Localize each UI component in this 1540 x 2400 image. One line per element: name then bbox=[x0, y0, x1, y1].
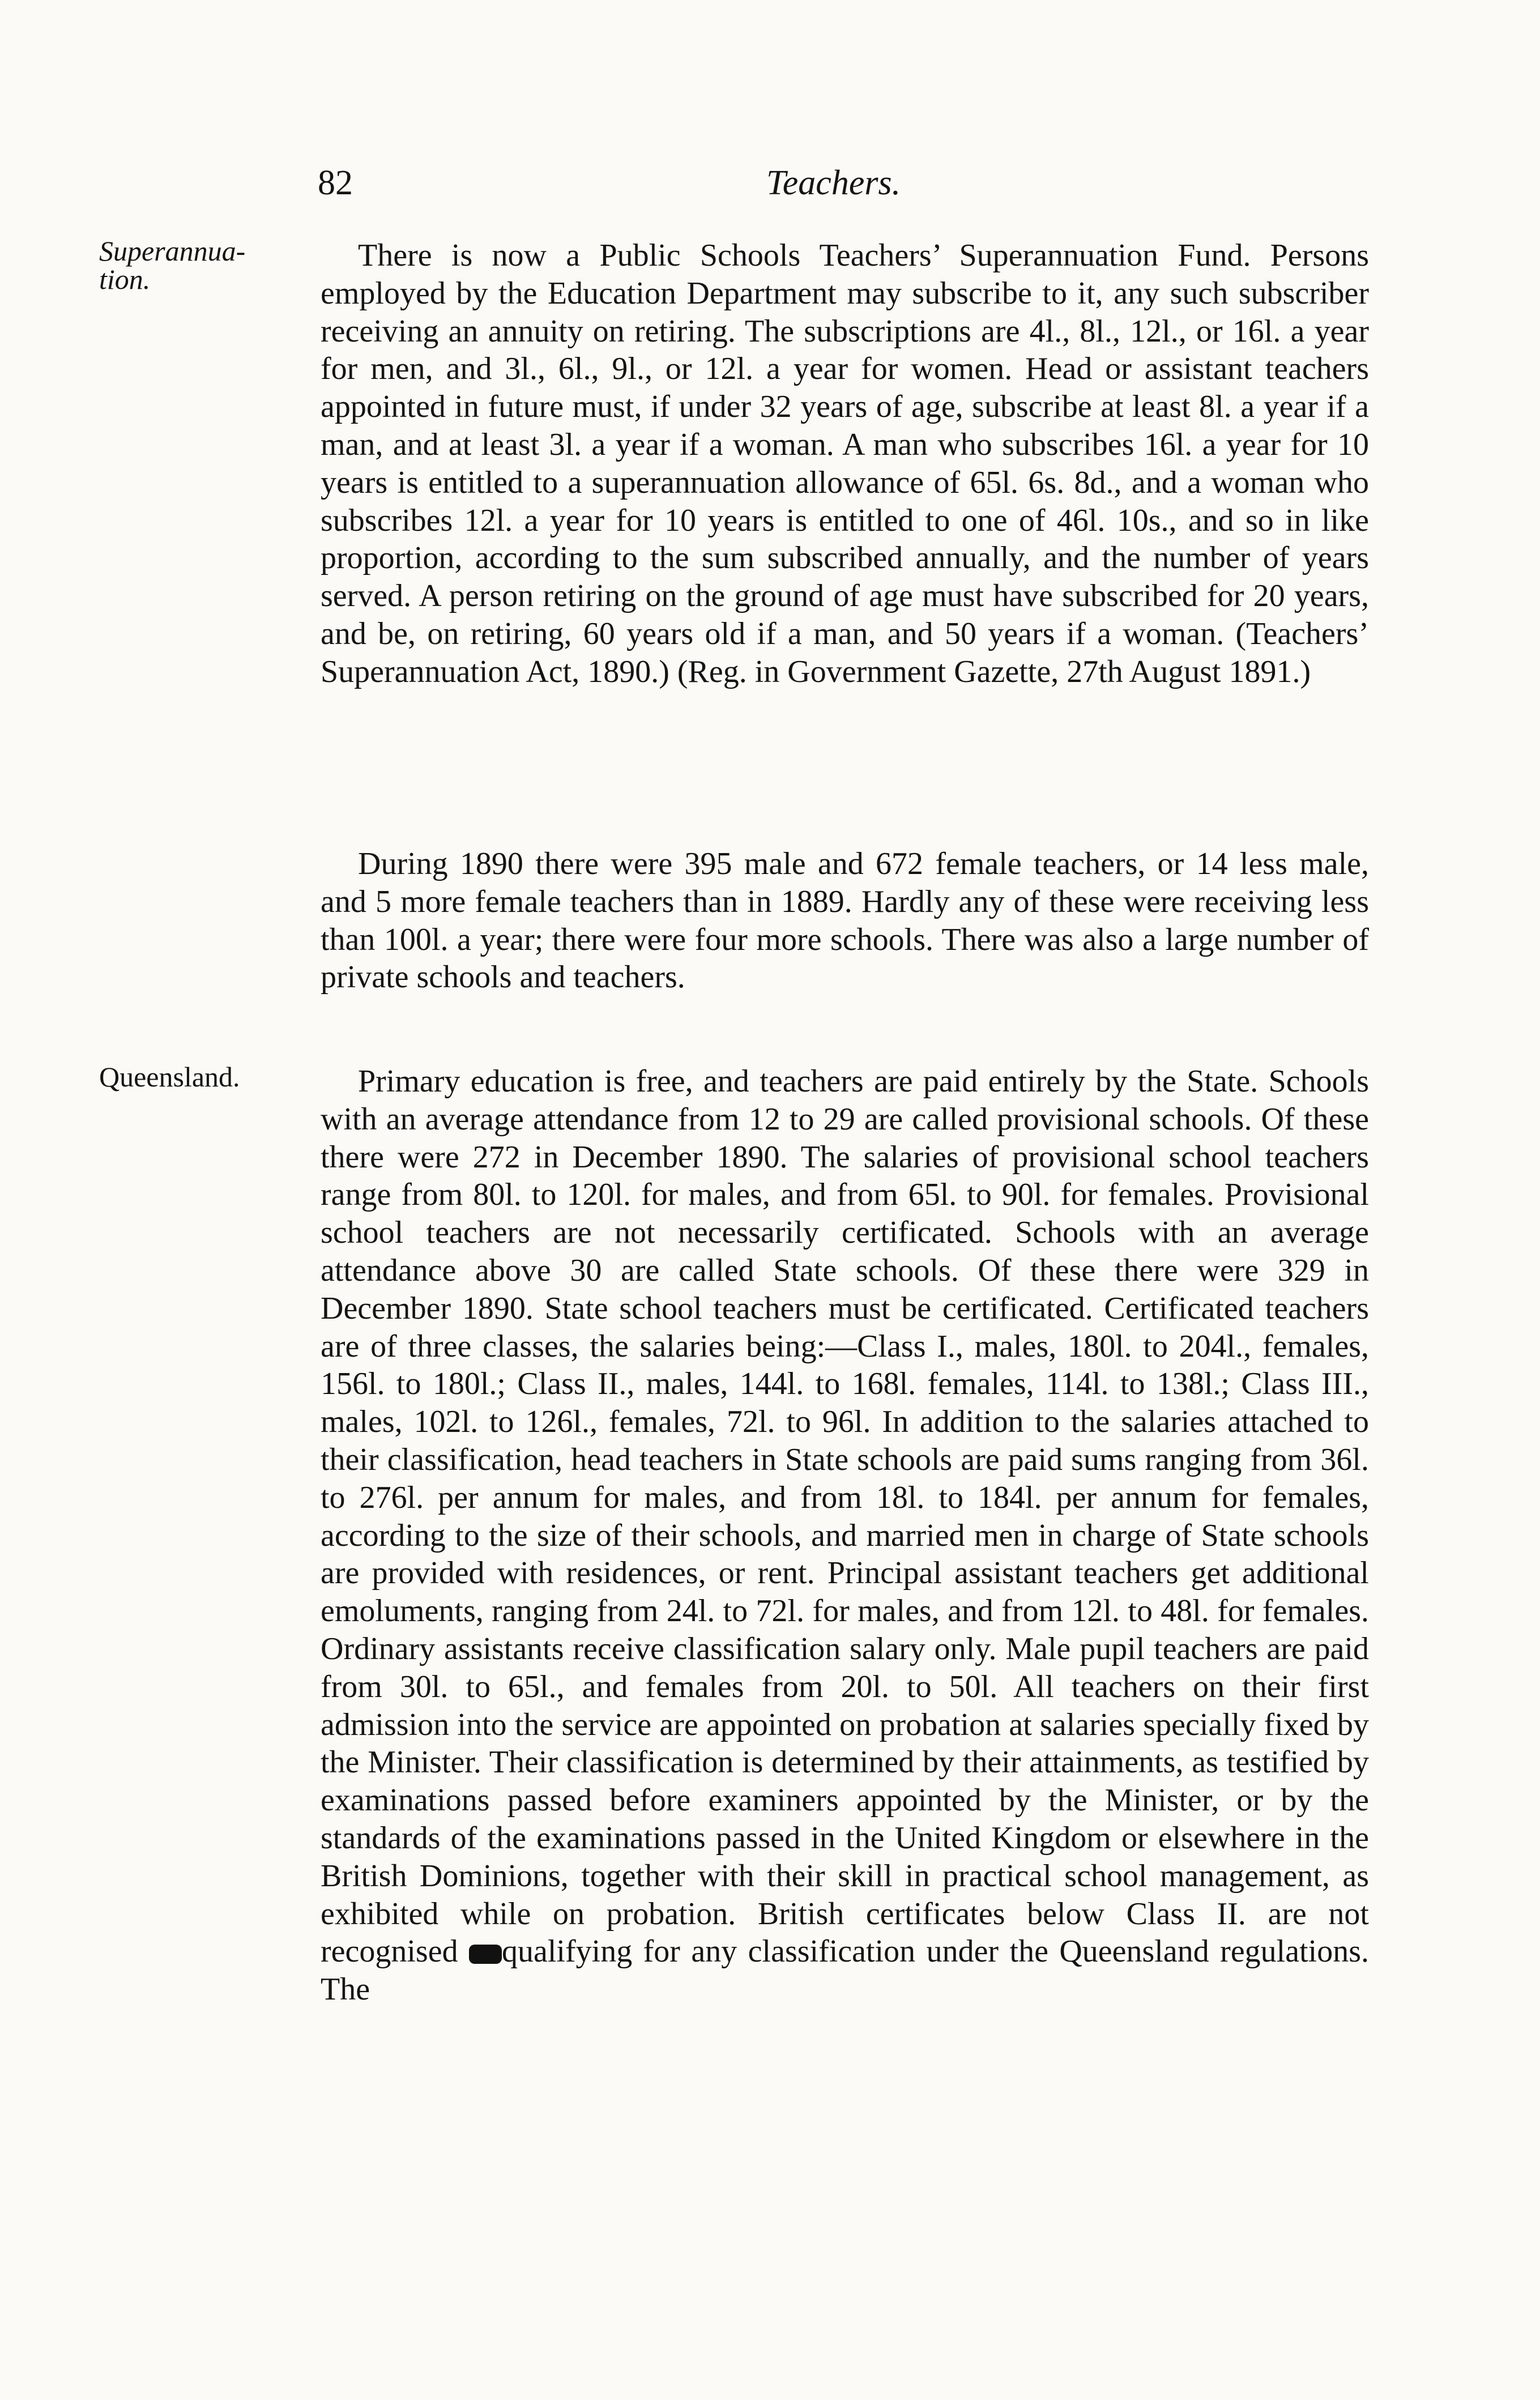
page-number: 82 bbox=[318, 164, 353, 202]
paragraph-queensland-text: Primary education is free, and teachers are paid entirely by the State. Schools with an average attendance from 12 to 29 are called provisional schools. Of these there were 272 in December 1890. The salaries of provisional school teachers range from 80l. to 120l. for males, and from 65l. to 90l. for females. Provisional school teachers are not necessarily certificated. Schools with an average attendance above 30 are called State schools. Of these there were 329 in December 1890. State school teachers must be certificated. Certificated teachers are of three classes, the salaries being:—Class I., males, 180l. to 204l., females, 156l. to 180l.; Class II., males, 144l. to 168l. females, 114l. to 138l.; Class III., males, 102l. to 126l., females, 72l. to 96l. In addition to the salaries attached to their classification, head teachers in State schools are paid sums ranging from 36l. to 276l. per annum for males, and from 18l. to 184l. per annum for females, according to the size of their schools, and married men in charge of State schools are provided with residences, or rent. Principal assistant teachers get additional emoluments, ranging from 24l. to 72l. for males, and from 12l. to 48l. for females. Ordinary assistants receive classification salary only. Male pupil teachers are paid from 30l. to 65l., and females from 20l. to 50l. All teachers on their first admission into the service are appointed on probation at salaries specially fixed by the Minister. Their classification is determined by their attainments, as testified by examinations passed before examiners appointed by the Minister, or by the standards of the examinations passed in the United Kingdom or elsewhere in the British Dominions, together with their skill in practical school management, as exhibited while on probation. British certificates below Class II. are not recognised bbox=[321, 1064, 1369, 1970]
paragraph-superannuation: There is now a Public Schools Teachers’ Superannuation Fund. Persons employed by the Education Department may subscribe to it, any such subscriber receiving an annuity on retiring. The subscriptions are 4l., 8l., 12l., or 16l. a year for men, and 3l., 6l., 9l., or 12l. a year for women. Head or assistant teachers appointed in future must, if under 32 years of age, subscribe at least 8l. a year if a man, and at least 3l. a year if a woman. A man who subscribes 16l. a year for 10 years is entitled to a superannuation allowance of 65l. 6s. 8d., and a woman who subscribes 12l. a year for 10 years is entitled to one of 46l. 10s., and so in like proportion, according to the sum subscribed annually, and the number of years served. A person retiring on the ground of age must have subscribed for 20 years, and be, on retiring, 60 years old if a man, and 50 years if a woman. (Teachers’ Superannuation Act, 1890.) (Reg. in Government Gazette, 27th August 1891.) bbox=[321, 238, 1369, 689]
running-title: Teachers. bbox=[766, 164, 901, 202]
paragraph-teacher-counts: During 1890 there were 395 male and 672 female teachers, or 14 less male, and 5 more female teachers than in 1889. Hardly any of these were receiving less than 100l. a year; there were four more schools. There was also a large number of private schools and teachers. bbox=[321, 846, 1369, 995]
paragraph-queensland bbox=[321, 1063, 1369, 2009]
paragraph-queensland-text-end: qualifying for any classification under the Queensland regulations. The bbox=[321, 1934, 1369, 2007]
ink-blot-mark bbox=[469, 1945, 502, 1964]
margin-note-superannuation: Superannua- tion. bbox=[99, 235, 246, 295]
margin-note-queensland: Queensland. bbox=[99, 1061, 240, 1093]
